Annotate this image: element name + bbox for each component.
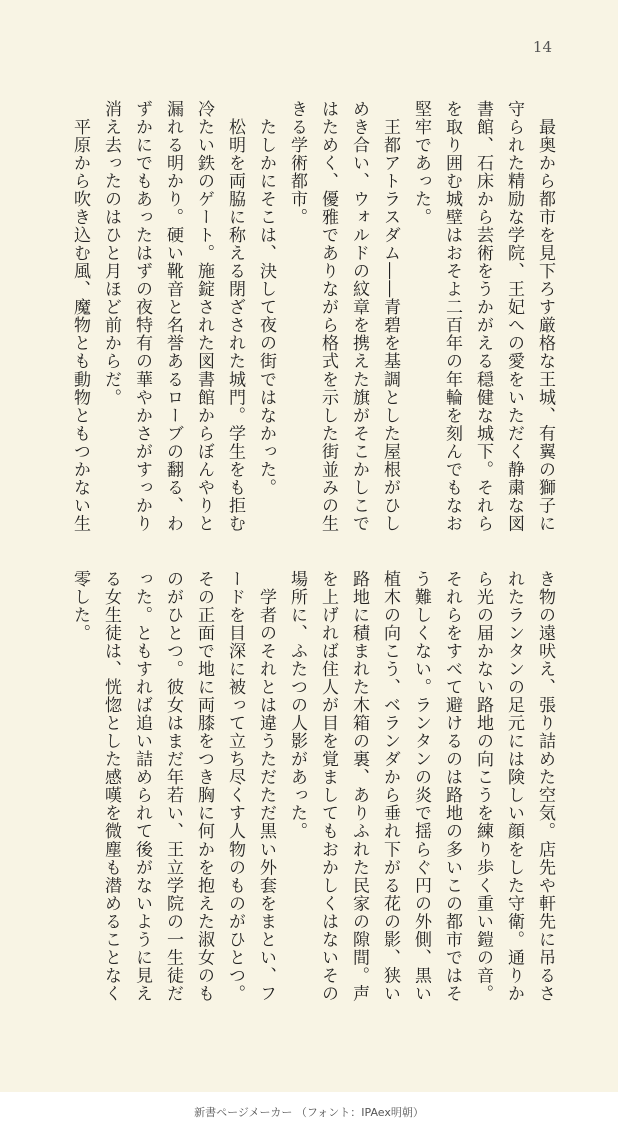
text-line: 冷たい鉄のゲート。施錠された図書館からぼんやりと	[194, 100, 214, 533]
text-line: 守られた精励な学院、王妃への愛をいただく静粛な図	[504, 100, 524, 533]
text-line: のがひとつ。彼女はまだ年若い、王立学院の一生徒だ	[163, 570, 183, 1003]
text-line: 書館、石床から芸術をうかがえる穏健な城下。それら	[473, 100, 493, 533]
text-line: 学者のそれとは違うただただ黒い外套をまとい、フ	[256, 570, 276, 1003]
text-line: 零した。	[70, 570, 90, 643]
text-line: き物の遠吠え、張り詰めた空気。店先や軒先に吊るさ	[535, 570, 555, 1003]
text-line: 漏れる明かり。硬い靴音と名誉あるローブの翻る、わ	[163, 100, 183, 533]
top-text-column	[58, 100, 560, 540]
text-line: る女生徒は、恍惚とした感嘆を微塵も潜めることなく	[101, 570, 121, 1003]
text-line: ら光の届かない路地の向こうを練り歩く重い鎧の音。	[473, 570, 493, 1003]
text-line: う難しくない。ランタンの炎で揺らぐ円の外側、黒い	[411, 570, 431, 1003]
text-line: 路地に積まれた木箱の裏、ありふれた民家の隙間。声	[349, 570, 369, 1003]
bottom-text-column	[58, 570, 560, 1010]
text-line: めき合い、ウォルドの紋章を携えた旗がそこかしこで	[349, 100, 369, 533]
text-line: それらをすべて避けるのは路地の多いこの都市ではそ	[442, 570, 462, 1003]
text-line: 消え去ったのはひと月ほど前からだ。	[101, 100, 121, 407]
text-line: ずかにでもあったはずの夜特有の華やかさがすっかり	[132, 100, 152, 533]
text-line: はためく、優雅でありながら格式を示した街並みの生	[318, 100, 338, 533]
text-line: を取り囲む城壁はおそよ二百年の年輪を刻んでもなお	[442, 100, 462, 533]
text-line: れたランタンの足元には険しい顔をした守衛。通りか	[504, 570, 524, 1003]
text-line: った。ともすれば追い詰められて後がないように見え	[132, 570, 152, 1003]
text-line: たしかにそこは、決して夜の街ではなかった。	[256, 100, 276, 497]
text-line: その正面で地に両膝をつき胸に何かを抱えた淑女のも	[194, 570, 214, 1003]
text-line: きる学術都市。	[287, 100, 307, 227]
text-line: 場所に、ふたつの人影があった。	[287, 570, 307, 841]
text-line: 王都アトラスダム――青碧を基調とした屋根がひし	[380, 100, 400, 533]
text-line: を上げれば住人が目を覚ましてもおかしくはないその	[318, 570, 338, 1003]
text-line: 松明を両脇に称える閉ざされた城門。学生をも拒む	[225, 100, 245, 533]
text-line: 植木の向こう、ベランダから垂れ下がる花の影、狭い	[380, 570, 400, 1003]
text-line: 平原から吹き込む風、魔物とも動物ともつかない生	[70, 100, 90, 533]
text-line: ードを目深に被って立ち尽くす人物のものがひとつ。	[225, 570, 245, 1003]
footer-credit: 新書ページメーカー （フォント：IPAex明朝）	[194, 1106, 424, 1119]
page-number: 14	[532, 38, 552, 56]
text-line: 堅牢であった。	[411, 100, 431, 227]
text-line: 最奥から都市を見下ろす厳格な王城、有翼の獅子に	[535, 100, 555, 533]
